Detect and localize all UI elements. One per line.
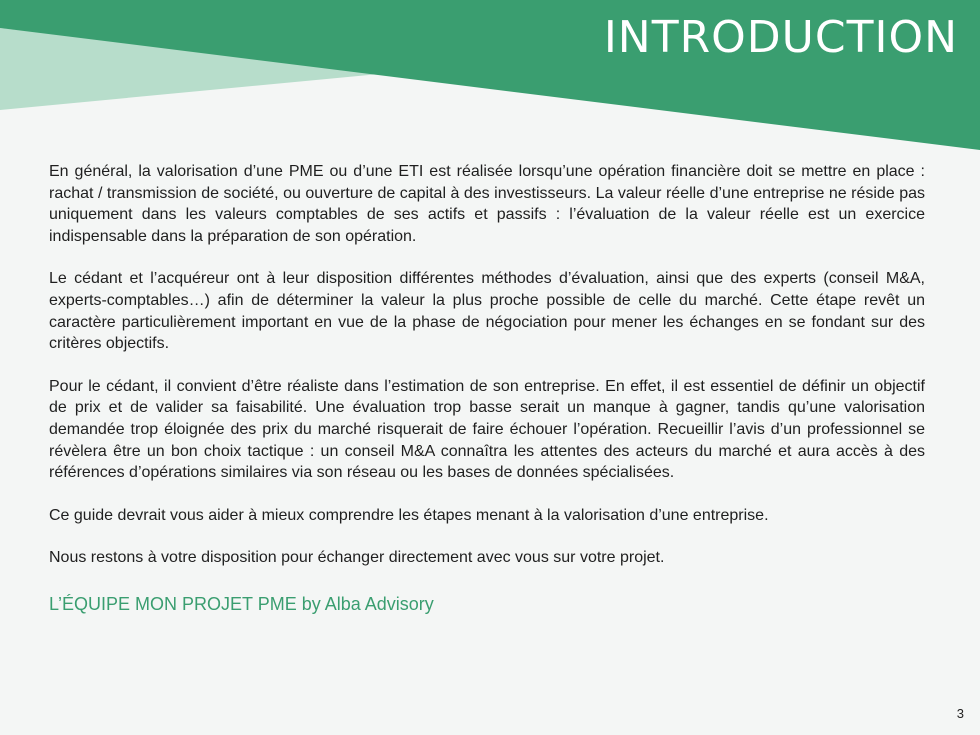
paragraph-contact: Nous restons à votre disposition pour échanger directement avec vous sur votre projet.: [49, 549, 665, 567]
page-title: INTRODUCTION: [603, 12, 958, 63]
signature: L’ÉQUIPE MON PROJET PME by Alba Advisory: [49, 593, 434, 614]
page-number: 3: [956, 706, 964, 721]
paragraph-methods: Le cédant et l’acquéreur ont à leur disposition différentes méthodes d’évaluation, ainsi que des experts (conseil M&A, experts-comptables…) afin de déterminer la valeur la plus proche possible de celle du marché. Cette étape revêt un caractère particulièrement important en vue de la phase de négociation pour mener les échanges en se fondant sur des critères objectifs.: [49, 270, 925, 353]
body-text: [49, 161, 925, 615]
paragraph-seller: Pour le cédant, il convient d’être réaliste dans l’estimation de son entreprise. En effet, il est essentiel de définir un objectif de prix et de valider sa faisabilité. Une évaluation trop basse serait un manque à gagner, tandis qu’une valorisation demandée trop éloignée des prix du marché risquerait de faire échouer l’opération. Recueillir l’avis d’un professionnel se révèlera être un bon choix tactique : un conseil M&A connaîtra les attentes des acteurs du marché et aura accès à des références d’opérations similaires via son réseau ou les bases de données spécialisées.: [49, 377, 925, 482]
paragraph-guide: Ce guide devrait vous aider à mieux comprendre les étapes menant à la valorisation d’une entreprise.: [49, 506, 769, 524]
paragraph-intro: En général, la valorisation d’une PME ou d’une ETI est réalisée lorsqu’une opération financière doit se mettre en place : rachat / transmission de société, ou ouverture de capital à des investisseurs. La valeur réelle d’une entreprise ne réside pas uniquement dans les valeurs comptables de ses actifs et passifs : l’évaluation de la valeur réelle est un exercice indispensable dans la préparation de son opération.: [49, 163, 925, 245]
